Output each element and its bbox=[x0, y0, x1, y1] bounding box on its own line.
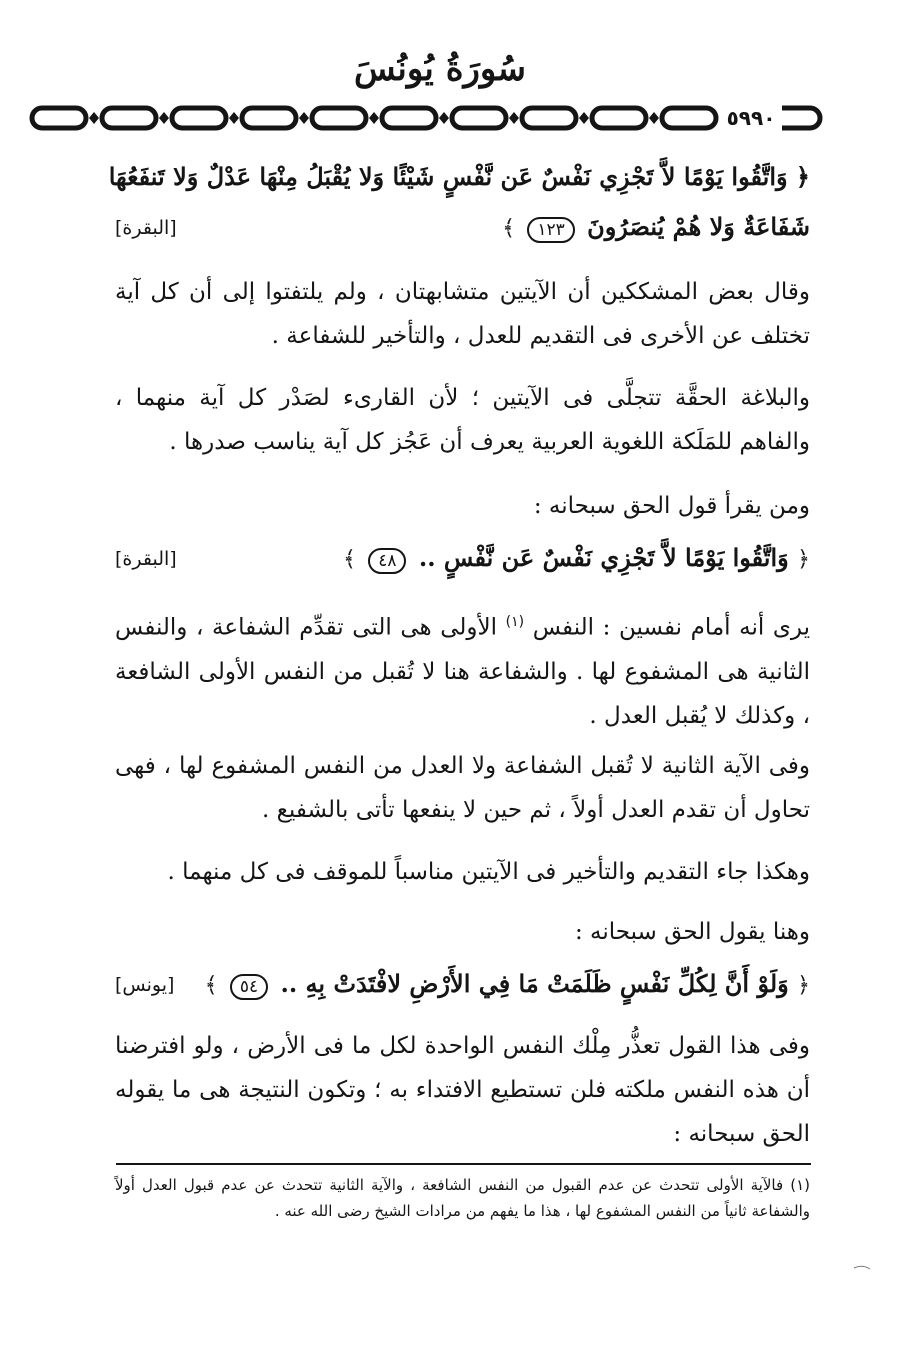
paragraph bbox=[115, 850, 810, 894]
verse-line-2: شَفَاعَةٌ وَلا هُمْ يُنصَرُونَ bbox=[587, 212, 810, 241]
verse-line-1: ﴿ وَاتَّقُوا يَوْمًا لاَّ تَجْزِي نَفْسٌ عَن نَّفْسٍ شَيْئًا وَلا يُقْبَلُ مِنْهَا عَدْلٌ وَلا تَنفَعُهَا bbox=[108, 162, 810, 191]
verse-close-bracket: ﴾ bbox=[502, 216, 515, 241]
chain-ornament-rule bbox=[28, 98, 828, 138]
quran-verse-baqarah-123 bbox=[108, 152, 810, 254]
verse-number: ٤٨ bbox=[368, 548, 406, 574]
paragraph-text: وفى هذا القول تعذُّر مِلْك النفس الواحدة لكل ما فى الأرض ، ولو افترضنا أن هذه النفس ملكته فلن تستطيع الافتداء به ؛ وتكون النتيجة هى ما يقوله الحق سبحانه : bbox=[115, 1033, 810, 1147]
verse-open-bracket: ﴿ bbox=[797, 973, 810, 998]
paragraph-text: والبلاغة الحقَّة تتجلَّى فى الآيتين ؛ لأن القارىء لصَدْر كل آية منهما ، والفاهم للمَلَكة اللغوية العربية يعرف أن عَجُز كل آية يناسب صدرها . bbox=[115, 385, 810, 455]
verse-text: وَلَوْ أَنَّ لِكُلِّ نَفْسٍ ظَلَمَتْ مَا فِي الأَرْضِ لافْتَدَتْ بِهِ .. bbox=[280, 969, 789, 998]
scan-speck-decoration bbox=[852, 1262, 872, 1272]
paragraph bbox=[115, 600, 810, 738]
surah-title: سُورَةُ يُونُسَ bbox=[354, 49, 526, 89]
surah-reference: [يونس] bbox=[115, 974, 175, 996]
paragraph-text: ومن يقرأ قول الحق سبحانه : bbox=[533, 493, 810, 519]
paragraph-text: يرى أنه أمام نفسين : النفس bbox=[532, 614, 810, 641]
paragraph bbox=[115, 270, 810, 358]
paragraph bbox=[115, 376, 810, 464]
footnote bbox=[115, 1172, 810, 1224]
paragraph-text: وهنا يقول الحق سبحانه : bbox=[574, 919, 810, 945]
quran-verse-yunus-54 bbox=[115, 962, 810, 1008]
paragraph-text: وفى الآية الثانية لا تُقبل الشفاعة ولا العدل من النفس المشفوع لها ، فهى تحاول أن تقدم العدل أولاً ، ثم حين لا ينفعها تأتى بالشفيع . bbox=[115, 753, 810, 823]
verse-number: ٥٤ bbox=[230, 974, 268, 1000]
verse-close-bracket: ﴾ bbox=[342, 547, 356, 572]
footnote-marker: (١) bbox=[505, 614, 525, 630]
quran-verse-baqarah-48 bbox=[115, 536, 810, 582]
paragraph bbox=[115, 910, 810, 954]
surah-reference: [البقرة] bbox=[115, 217, 177, 239]
page-number: ٥٩٩٠ bbox=[720, 103, 782, 133]
verse-close-bracket: ﴾ bbox=[204, 973, 218, 998]
footnote-divider bbox=[116, 1163, 811, 1165]
verse-text: وَاتَّقُوا يَوْمًا لاَّ تَجْزِي نَفْسٌ عَن نَّفْسٍ .. bbox=[418, 543, 789, 572]
footnote-text: (١) فالآية الأولى تتحدث عن عدم القبول من النفس الشافعة ، والآية الثانية تتحدث عن عدم قبول العدل أولاً والشفاعة ثانياً من النفس المشفوع لها ، هذا ما يفهم من مرادات الشيخ رضى الله عنه . bbox=[115, 1176, 810, 1220]
paragraph bbox=[115, 484, 810, 528]
verse-number: ١٢٣ bbox=[527, 217, 574, 243]
verse-open-bracket: ﴿ bbox=[797, 547, 810, 572]
paragraph bbox=[115, 744, 810, 832]
paragraph-text: وقال بعض المشككين أن الآيتين متشابهتان ، ولم يلتفتوا إلى أن كل آية تختلف عن الأخرى فى التقديم للعدل ، والتأخير للشفاعة . bbox=[115, 279, 810, 349]
surah-reference: [البقرة] bbox=[115, 548, 177, 570]
paragraph-text: الأولى هى التى تقدِّم الشفاعة ، والنفس الثانية هى المشفوع لها . والشفاعة هنا لا تُقبل من النفس الأولى الشافعة ، وكذلك لا يُقبل العدل . bbox=[115, 614, 810, 729]
paragraph-text: وهكذا جاء التقديم والتأخير فى الآيتين مناسباً للموقف فى كل منهما . bbox=[167, 859, 810, 885]
paragraph bbox=[115, 1024, 810, 1156]
